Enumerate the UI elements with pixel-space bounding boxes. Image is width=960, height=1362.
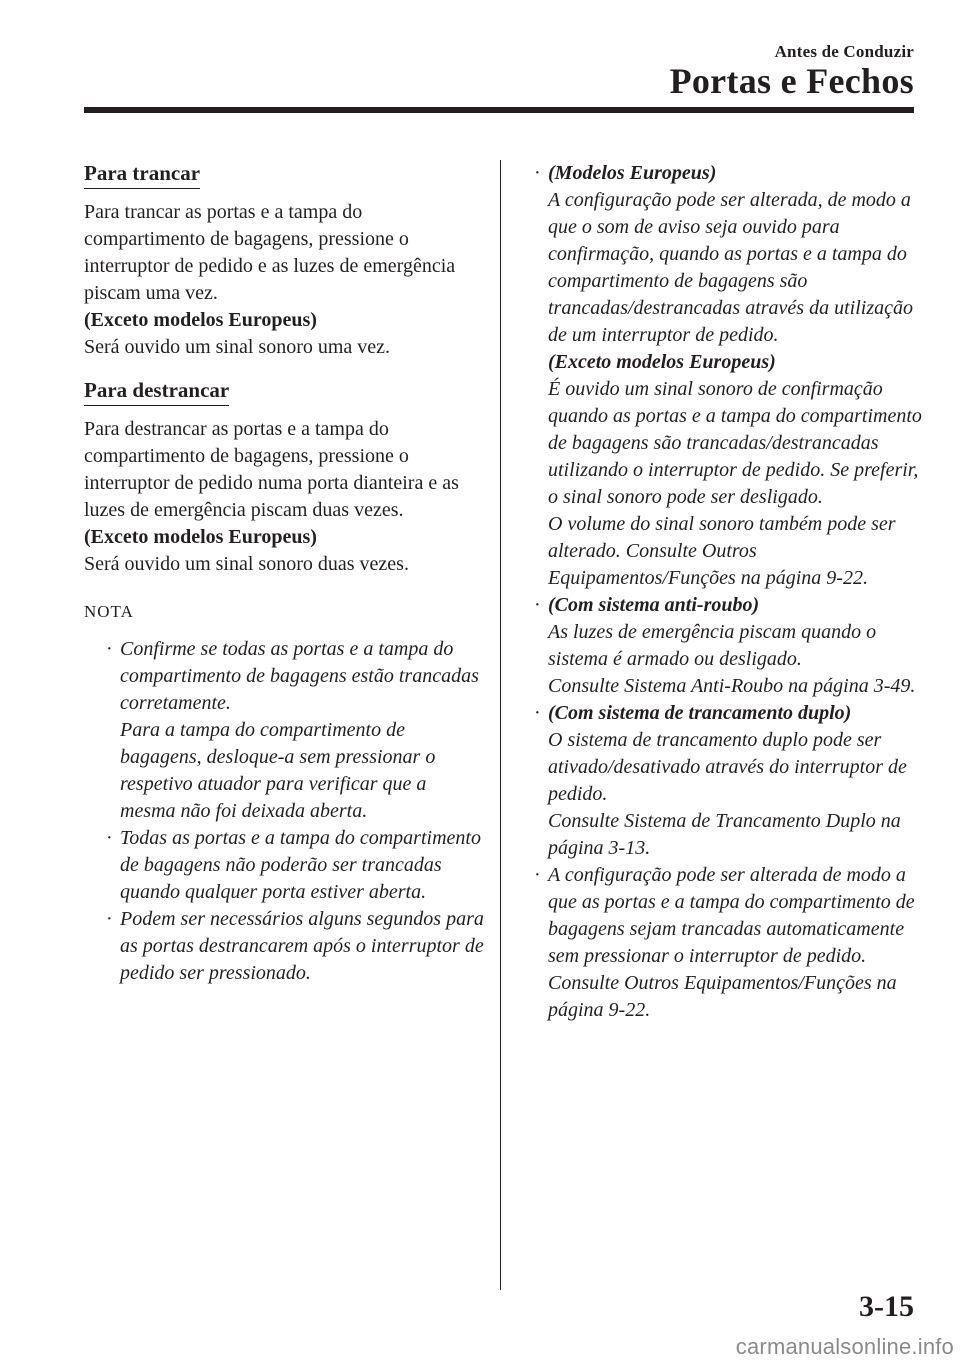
bullet-icon: · [534, 702, 541, 724]
note-text: Podem ser necessários alguns segundos para as portas destrancarem após o interruptor de pedido ser pressionado. [120, 908, 484, 984]
lock-heading: Para trancar [84, 160, 200, 189]
page-title: Portas e Fechos [669, 61, 914, 101]
section-lock [84, 160, 484, 361]
note-text: Todas as portas e a tampa do compartimento de bagagens não poderão ser trancadas quando qualquer porta estiver aberta. [120, 827, 481, 903]
note-item [102, 636, 484, 825]
note-text: Para a tampa do compartimento de bagagens, desloque-a sem pressionar o respetivo atuador para verificar que a mesma não foi deixada aberta. [120, 719, 436, 822]
unlock-exception: (Exceto modelos Europeus) [84, 526, 317, 548]
unlock-body: Para destrancar as portas e a tampa do compartimento de bagagens, pressione o interruptor de pedido numa porta dianteira e as luzes de emergência piscam duas vezes. [84, 418, 459, 521]
note-text: A configuração pode ser alterada de modo a que as portas e a tampa do compartimento de bagagens sejam trancadas automaticamente sem pressionar o interruptor de pedido. [548, 864, 915, 967]
bullet-icon: · [106, 827, 113, 849]
note-item [530, 700, 925, 862]
unlock-exception-text: Será ouvido um sinal sonoro duas vezes. [84, 553, 409, 575]
note-text: Consulte Sistema Anti-Roubo na página 3-49. [548, 675, 916, 697]
note-heading: (Com sistema de trancamento duplo) [548, 702, 852, 724]
note-text: A configuração pode ser alterada, de modo a que o som de aviso seja ouvido para confirmação, quando as portas e a tampa do compartimento de bagagens são trancadas/destrancadas através da utilização de um interruptor de pedido. [548, 189, 913, 346]
lock-body: Para trancar as portas e a tampa do compartimento de bagagens, pressione o interruptor de pedido e as luzes de emergência piscam uma vez. [84, 201, 456, 304]
right-column [530, 160, 925, 1024]
note-heading: (Modelos Europeus) [548, 162, 717, 184]
watermark: carmanualsonline.info [735, 1334, 954, 1359]
note-list [84, 636, 484, 987]
lock-exception: (Exceto modelos Europeus) [84, 309, 317, 331]
header-rule [84, 107, 914, 113]
note-text: Consulte Outros Equipamentos/Funções na página 9-22. [548, 972, 897, 1021]
note-item [530, 160, 925, 592]
note-item [102, 825, 484, 906]
note-text: As luzes de emergência piscam quando o sistema é armado ou desligado. [548, 621, 877, 670]
lock-exception-text: Será ouvido um sinal sonoro uma vez. [84, 336, 391, 358]
note-item [102, 906, 484, 987]
note-text: É ouvido um sinal sonoro de confirmação quando as portas e a tampa do compartimento de bagagens são trancadas/destrancadas utilizando o interruptor de pedido. Se preferir, o sinal sonoro pode ser desligado. [548, 378, 922, 508]
note-text: Consulte Sistema de Trancamento Duplo na página 3-13. [548, 810, 901, 859]
note-heading: (Com sistema anti-roubo) [548, 594, 760, 616]
page-number: 3-15 [859, 1290, 914, 1323]
section-unlock [84, 377, 484, 578]
bullet-icon: · [534, 594, 541, 616]
note-item [530, 592, 925, 700]
note-text: Confirme se todas as portas e a tampa do compartimento de bagagens estão trancadas corretamente. [120, 638, 479, 714]
note-item [530, 862, 925, 1024]
bullet-icon: · [534, 162, 541, 184]
chapter-label: Antes de Conduzir [774, 42, 914, 61]
left-column [84, 160, 484, 987]
note-heading: (Exceto modelos Europeus) [548, 351, 776, 373]
bullet-icon: · [106, 908, 113, 930]
note-label: NOTA [84, 602, 134, 621]
note-text: O volume do sinal sonoro também pode ser alterado. Consulte Outros Equipamentos/Funções na página 9-22. [548, 513, 896, 589]
unlock-heading: Para destrancar [84, 377, 229, 406]
column-divider [500, 160, 501, 1290]
bullet-icon: · [106, 638, 113, 660]
note-text: O sistema de trancamento duplo pode ser ativado/desativado através do interruptor de pedido. [548, 729, 907, 805]
right-note-list [530, 160, 925, 1024]
bullet-icon: · [534, 864, 541, 886]
